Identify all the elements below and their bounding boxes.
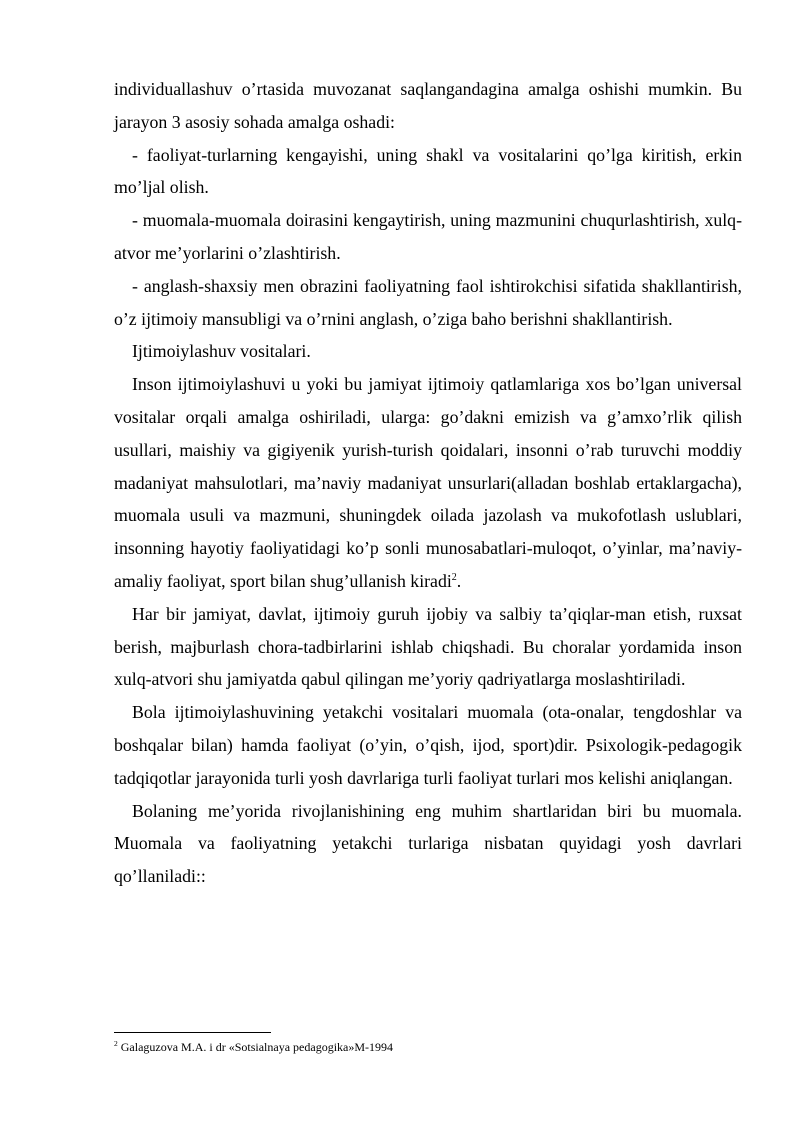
- footnote-number: 2: [114, 1039, 118, 1048]
- footnote-reference: 2: [451, 572, 457, 584]
- section-heading: Ijtimoiylashuv vositalari.: [132, 341, 311, 362]
- footnote-divider: [114, 1032, 271, 1033]
- paragraph-socialization-means: [114, 368, 742, 598]
- footnote: [114, 1039, 393, 1055]
- list-item-activity: - faoliyat-turlarning kengayishi, uning shakl va vositalarini qo’lga kiritish, erkin mo’ljal olish.: [114, 144, 742, 198]
- list-item-communication: - muomala-muomala doirasini kengaytirish, uning mazmunini chuqurlashtirish, xulq-atvor me’yorlarini o’zlashtirish.: [114, 210, 742, 263]
- paragraph-text: Inson ijtimoiylashuvi u yoki bu jamiyat ijtimoiy qatlamlariga xos bo’lgan universal vositalar orqali amalga oshiriladi, ularga: go’dakni emizish va g’amxo’rlik qilish usullari, maishiy va gigiyenik yurish-turish qoidalari, insonni o’rab turuvchi moddiy madaniyat mahsulotlari, ma’naviy madaniyat unsurlari(alladan boshlab ertaklargacha), muomala usuli va mazmuni, shuningdek oilada jazolash va mukofotlash uslublari, insonning hayotiy faoliyatidagi ko’p sonli munosabatlari-muloqot, o’yinlar, ma’naviy-amaliy faoliyat, sport bilan shug’ullanish kiradi: [114, 374, 742, 591]
- footnote-text: Galaguzova M.A. i dr «Sotsialnaya pedagogika»M-1994: [117, 1040, 394, 1054]
- paragraph-leading-means: Bola ijtimoiylashuvining yetakchi vositalari muomala (ota-onalar, tengdoshlar va boshqalar bilan) hamda faoliyat (o’yin, o’qish, ijod, sport)dir. Psixologik-pedagogik tadqiqotlar jarayonida turli yosh davrlariga turli faoliyat turlari mos kelishi aniqlangan.: [114, 702, 742, 788]
- list-item-awareness: - anglash-shaxsiy men obrazini faoliyatning faol ishtirokchisi sifatida shakllantirish, o’z ijtimoiy mansubligi va o’rnini anglash, o’ziga baho berishni shakllantirish.: [114, 275, 742, 329]
- paragraph-development: Bolaning me’yorida rivojlanishining eng muhim shartlaridan biri bu muomala. Muomala va faoliyatning yetakchi turlariga nisbatan quyidagi yosh davrlari qo’llaniladi::: [114, 800, 742, 887]
- paragraph-prohibitions: Har bir jamiyat, davlat, ijtimoiy guruh ijobiy va salbiy ta’qiqlar-man etish, ruxsat berish, majburlash chora-tadbirlarini ishlab chiqshadi. Bu choralar yordamida inson xulq-atvori shu jamiyatda qabul qilingan me’yoriy qadriyatlarga moslashtiriladi.: [114, 603, 742, 690]
- document-body: [114, 73, 742, 893]
- paragraph-continuation: individuallashuv o’rtasida muvozanat saqlangandagina amalga oshishi mumkin. Bu jarayon 3 asosiy sohada amalga oshadi:: [114, 79, 742, 132]
- paragraph-end: .: [456, 570, 462, 591]
